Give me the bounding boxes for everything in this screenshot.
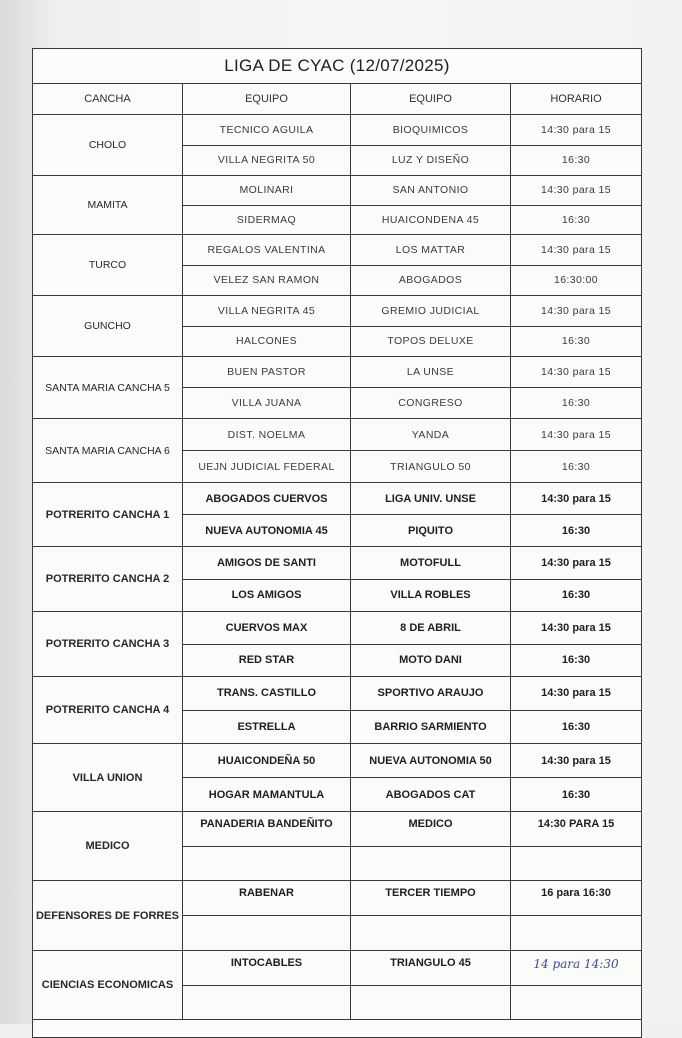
equipo-cell (351, 847, 511, 881)
match-list (183, 115, 641, 175)
match-list (183, 296, 641, 356)
equipo-cell (183, 847, 351, 881)
equipo-cell: RED STAR (183, 645, 351, 677)
match-list (183, 235, 641, 295)
header-cancha: CANCHA (33, 84, 183, 114)
horario-cell: 14:30 para 15 (541, 687, 611, 700)
match-row (183, 176, 641, 206)
cancha-group (33, 176, 641, 235)
cancha-name: CHOLO (33, 115, 183, 175)
equipo-cell: NUEVA AUTONOMIA 50 (351, 744, 511, 777)
match-row (183, 235, 641, 266)
cancha-name: POTRERITO CANCHA 2 (33, 547, 183, 611)
match-list (183, 419, 641, 482)
cancha-name: GUNCHO (33, 296, 183, 356)
match-row (183, 847, 641, 881)
header-equipo-1: EQUIPO (183, 84, 351, 114)
match-list (183, 612, 641, 676)
equipo-cell: CONGRESO (351, 388, 511, 418)
cancha-group (33, 744, 641, 812)
equipo-cell: 8 DE ABRIL (351, 612, 511, 644)
horario-cell: 16:30 (561, 154, 591, 167)
cancha-name: SANTA MARIA CANCHA 5 (33, 357, 183, 418)
equipo-cell: PIQUITO (351, 515, 511, 546)
equipo-cell: DIST. NOELMA (183, 419, 351, 450)
match-row (183, 951, 641, 986)
equipo-cell: TRIANGULO 45 (351, 951, 511, 985)
header-equipo-2: EQUIPO (351, 84, 511, 114)
match-list (183, 744, 641, 811)
equipo-cell (183, 986, 351, 1020)
horario-cell: 16:30 (561, 654, 591, 667)
equipo-cell: ESTRELLA (183, 711, 351, 744)
equipo-cell: GREMIO JUDICIAL (351, 296, 511, 326)
horario-cell: 14:30 para 15 (540, 304, 611, 317)
equipo-cell: REGALOS VALENTINA (183, 235, 351, 265)
cancha-name: POTRERITO CANCHA 1 (33, 483, 183, 546)
equipo-cell: RABENAR (183, 881, 351, 915)
equipo-cell: VILLA JUANA (183, 388, 351, 418)
cancha-name: POTRERITO CANCHA 3 (33, 612, 183, 676)
horario-cell: 14:30 para 15 (541, 556, 611, 569)
equipo-cell: VILLA NEGRITA 50 (183, 146, 351, 176)
match-row (183, 744, 641, 778)
cancha-group (33, 951, 641, 1020)
horario-cell (511, 847, 641, 881)
equipo-cell: TOPOS DELUXE (351, 327, 511, 357)
match-list (183, 881, 641, 950)
match-row (183, 916, 641, 950)
equipo-cell (183, 916, 351, 950)
horario-cell: 14:30 para 15 (540, 123, 611, 136)
cancha-group (33, 812, 641, 881)
cancha-group (33, 483, 641, 547)
cancha-group (33, 419, 641, 483)
match-row (183, 778, 641, 811)
match-list (183, 812, 641, 880)
match-row (183, 388, 641, 418)
cancha-name: MAMITA (33, 176, 183, 234)
cancha-name: SANTA MARIA CANCHA 6 (33, 419, 183, 482)
header-horario: HORARIO (550, 93, 602, 105)
horario-cell: 14:30 para 15 (540, 428, 611, 441)
equipo-cell: BUEN PASTOR (183, 357, 351, 387)
equipo-cell: BARRIO SARMIENTO (351, 711, 511, 744)
table-body (33, 115, 641, 1020)
equipo-cell: VELEZ SAN RAMON (183, 266, 351, 296)
equipo-cell: PANADERIA BANDEÑITO (183, 812, 351, 846)
match-list (183, 176, 641, 234)
match-list (183, 483, 641, 546)
horario-cell: 16 para 16:30 (541, 887, 611, 899)
equipo-cell: ABOGADOS CAT (351, 778, 511, 811)
match-row (183, 580, 641, 612)
horario-cell: 14:30 para 15 (541, 754, 611, 767)
cancha-group (33, 612, 641, 677)
equipo-cell: YANDA (351, 419, 511, 450)
cancha-group (33, 115, 641, 176)
match-row (183, 612, 641, 645)
match-row (183, 677, 641, 711)
equipo-cell: ABOGADOS (351, 266, 511, 296)
horario-cell: 14:30 para 15 (540, 243, 611, 256)
cancha-group (33, 547, 641, 612)
cancha-group (33, 296, 641, 357)
match-row (183, 419, 641, 451)
match-row (183, 547, 641, 580)
horario-cell: 14:30 para 15 (541, 621, 611, 634)
horario-cell: 14:30 PARA 15 (537, 818, 615, 830)
horario-cell: 16:30 (561, 335, 591, 348)
cancha-group (33, 357, 641, 419)
equipo-cell: VILLA NEGRITA 45 (183, 296, 351, 326)
cancha-name: DEFENSORES DE FORRES (33, 881, 183, 950)
horario-cell (511, 916, 641, 950)
horario-cell: 16:30 (561, 397, 591, 409)
match-row (183, 115, 641, 146)
equipo-cell: VILLA ROBLES (351, 580, 511, 612)
match-row (183, 881, 641, 916)
match-row (183, 812, 641, 847)
cancha-name: TURCO (33, 235, 183, 295)
table-title: LIGA DE CYAC (12/07/2025) (33, 49, 641, 84)
equipo-cell: INTOCABLES (183, 951, 351, 985)
horario-cell: 14:30 para 15 (540, 366, 611, 378)
match-list (183, 951, 641, 1019)
cancha-name: MEDICO (33, 812, 183, 880)
equipo-cell: AMIGOS DE SANTI (183, 547, 351, 579)
match-list (183, 677, 641, 743)
cancha-name: VILLA UNION (33, 744, 183, 811)
horario-cell: 16:30 (561, 589, 591, 602)
match-row (183, 483, 641, 515)
equipo-cell: HUAICONDENA 45 (351, 206, 511, 235)
cancha-name: CIENCIAS ECONOMICAS (33, 951, 183, 1019)
cancha-group (33, 677, 641, 744)
match-row (183, 986, 641, 1020)
equipo-cell: HALCONES (183, 327, 351, 357)
equipo-cell: TRANS. CASTILLO (183, 677, 351, 710)
equipo-cell: HOGAR MAMANTULA (183, 778, 351, 811)
equipo-cell: SPORTIVO ARAUJO (351, 677, 511, 710)
equipo-cell: HUAICONDEÑA 50 (183, 744, 351, 777)
equipo-cell: BIOQUIMICOS (351, 115, 511, 145)
match-row (183, 206, 641, 235)
equipo-cell: UEJN JUDICIAL FEDERAL (183, 451, 351, 482)
equipo-cell: CUERVOS MAX (183, 612, 351, 644)
cancha-group (33, 235, 641, 296)
equipo-cell: LUZ Y DISEÑO (351, 146, 511, 176)
match-row (183, 327, 641, 357)
equipo-cell: SAN ANTONIO (351, 176, 511, 205)
equipo-cell: ABOGADOS CUERVOS (183, 483, 351, 514)
schedule-table (32, 48, 642, 1038)
equipo-cell: LOS AMIGOS (183, 580, 351, 612)
horario-cell: 14:30 para 15 (541, 492, 611, 505)
match-row (183, 515, 641, 546)
match-row (183, 357, 641, 388)
equipo-cell: LOS MATTAR (351, 235, 511, 265)
horario-cell: 14:30 para 15 (540, 184, 611, 197)
equipo-cell: TECNICO AGUILA (183, 115, 351, 145)
match-row (183, 711, 641, 744)
horario-cell: 16:30 (561, 524, 591, 537)
horario-cell: 16:30 (561, 213, 591, 226)
horario-cell: 14 para 14:30 (533, 957, 619, 971)
cancha-name: POTRERITO CANCHA 4 (33, 677, 183, 743)
horario-cell (511, 986, 641, 1020)
match-list (183, 357, 641, 418)
equipo-cell: LA UNSE (351, 357, 511, 387)
equipo-cell: TERCER TIEMPO (351, 881, 511, 915)
horario-cell: 16:30 (561, 460, 591, 473)
horario-cell: 16:30 (561, 720, 591, 733)
horario-cell: 16:30:00 (553, 274, 599, 287)
equipo-cell: MOTOFULL (351, 547, 511, 579)
match-list (183, 547, 641, 611)
equipo-cell: MEDICO (351, 812, 511, 846)
equipo-cell: MOTO DANI (351, 645, 511, 677)
match-row (183, 296, 641, 327)
equipo-cell: NUEVA AUTONOMIA 45 (183, 515, 351, 546)
equipo-cell: TRIANGULO 50 (351, 451, 511, 482)
equipo-cell: SIDERMAQ (183, 206, 351, 235)
equipo-cell: MOLINARI (183, 176, 351, 205)
horario-cell: 16:30 (561, 788, 591, 801)
equipo-cell: LIGA UNIV. UNSE (351, 483, 511, 514)
cancha-group (33, 881, 641, 951)
match-row (183, 645, 641, 677)
match-row (183, 266, 641, 296)
equipo-cell (351, 916, 511, 950)
match-row (183, 146, 641, 176)
table-header (33, 84, 641, 115)
match-row (183, 451, 641, 482)
equipo-cell (351, 986, 511, 1020)
